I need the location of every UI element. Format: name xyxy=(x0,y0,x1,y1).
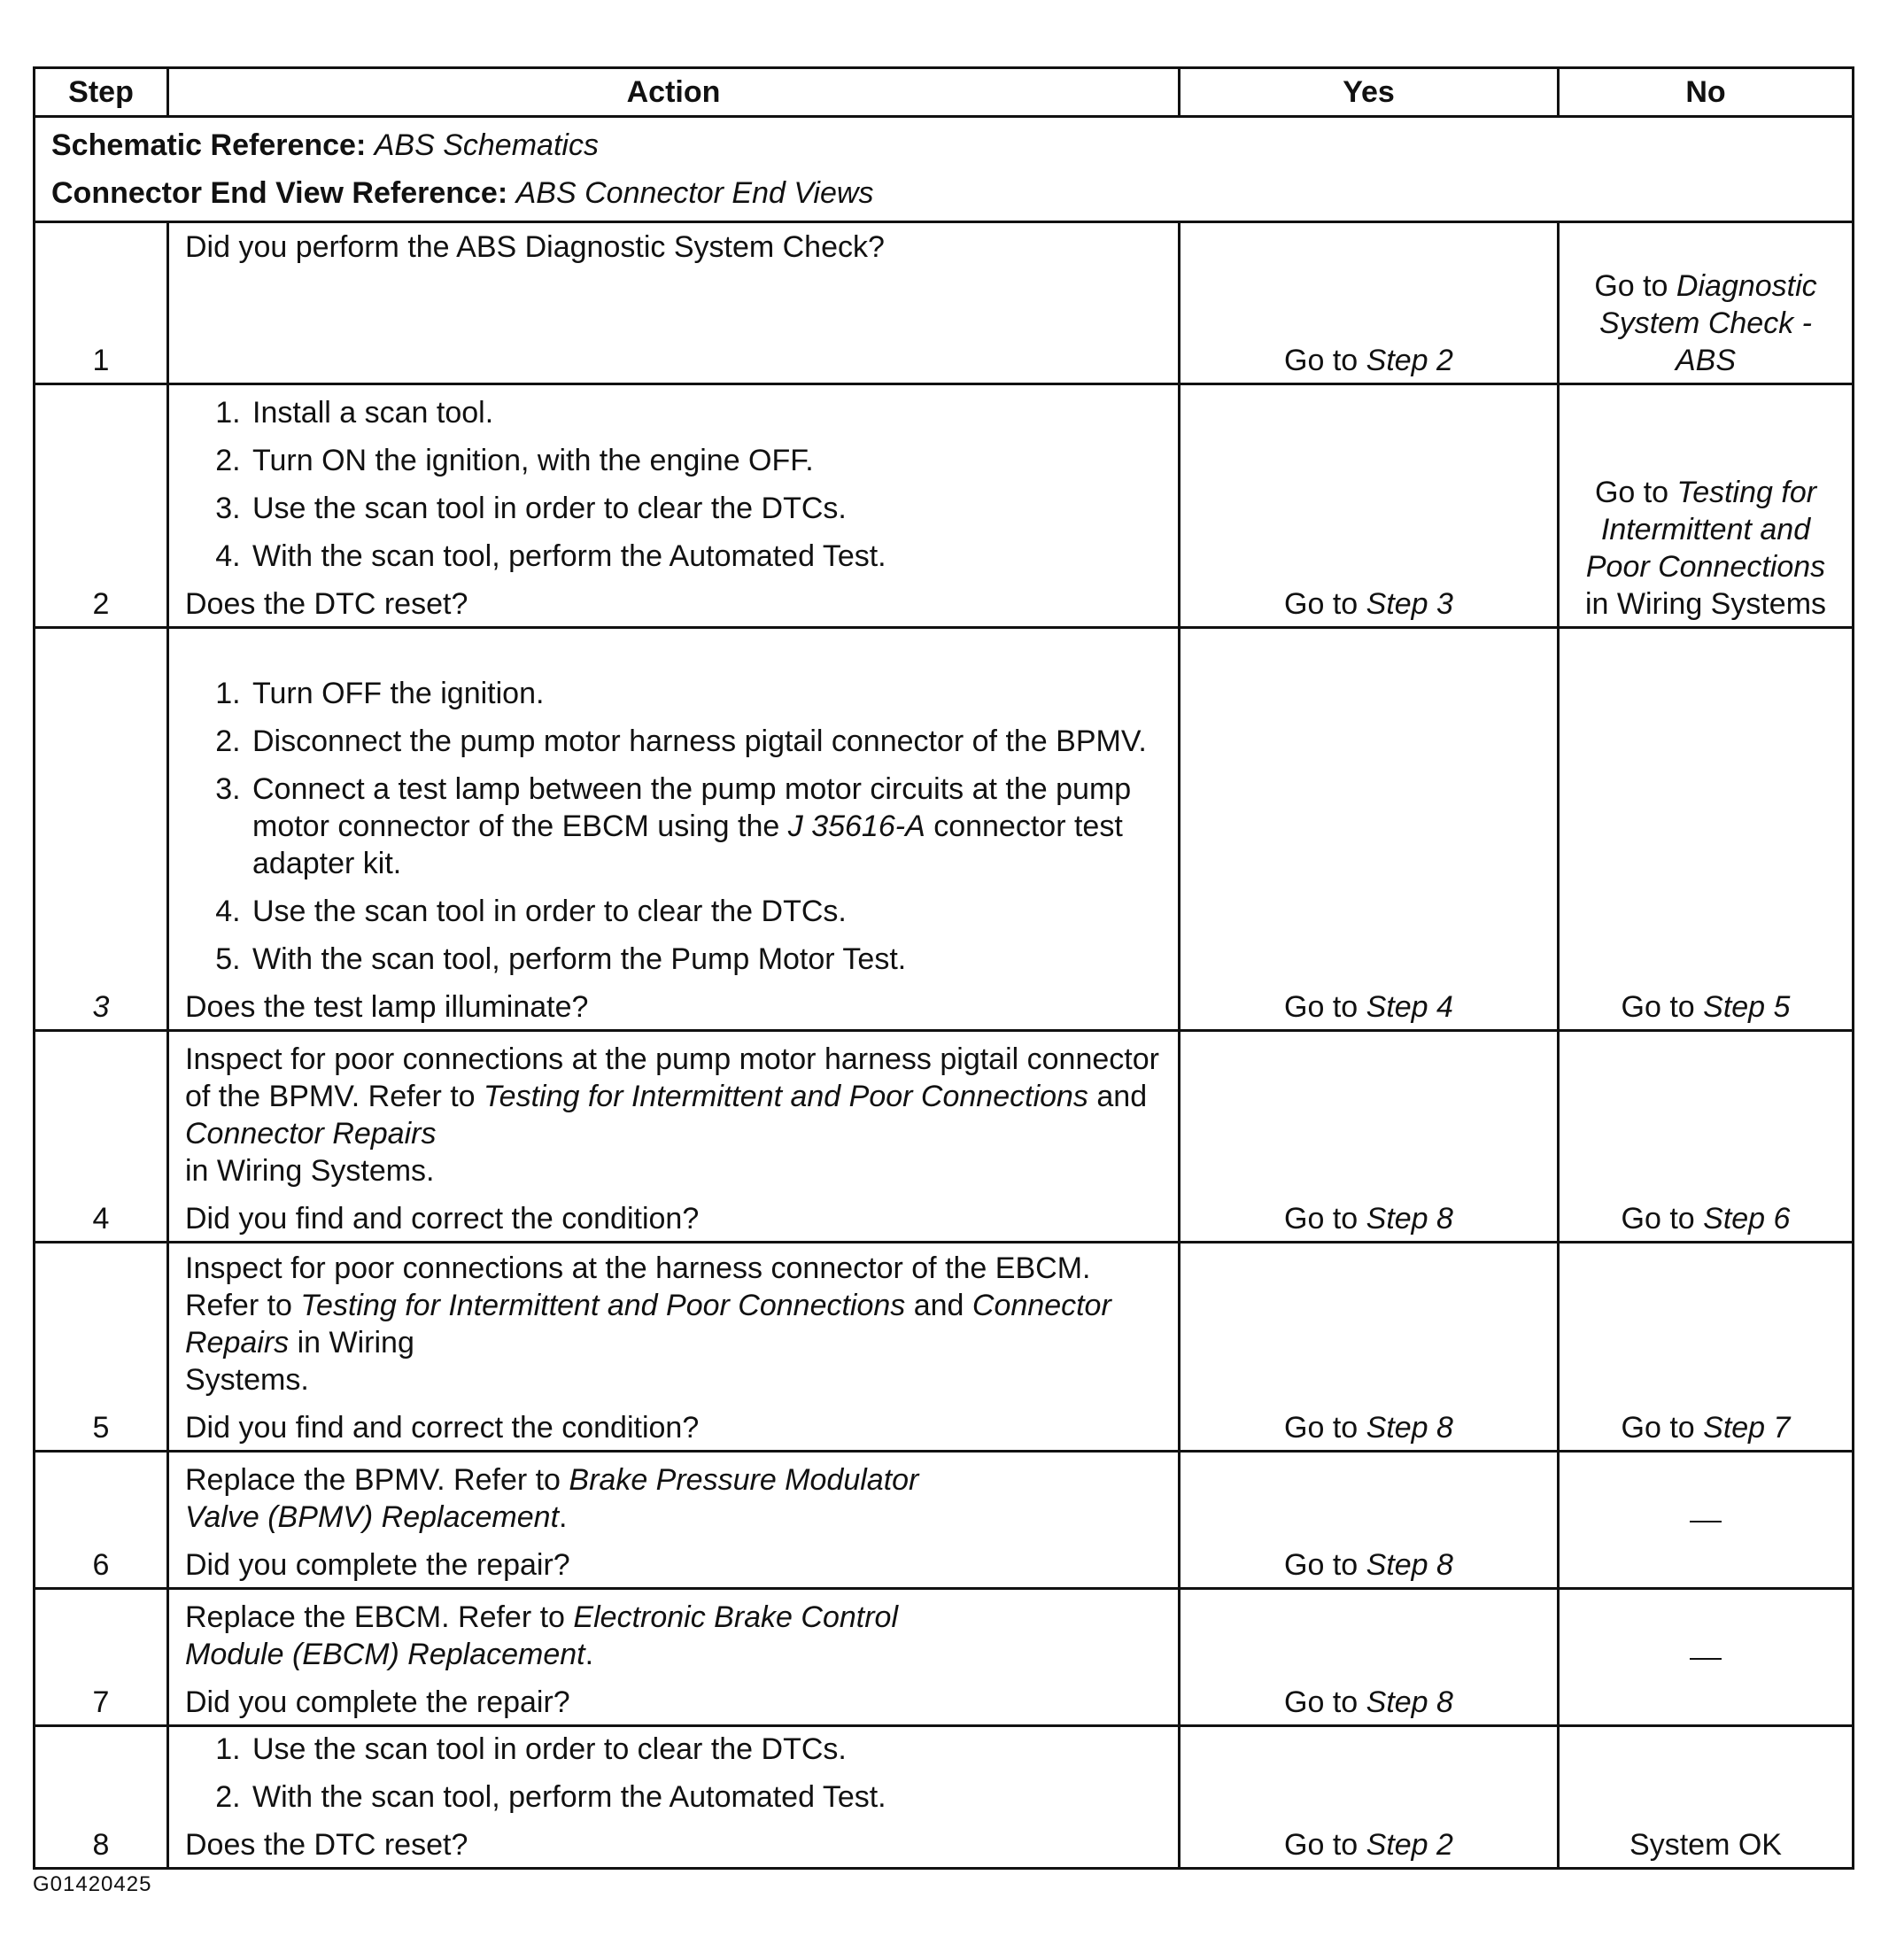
yes-link[interactable]: Step 2 xyxy=(1366,344,1453,377)
yes-prefix: Go to xyxy=(1284,1828,1366,1862)
step-number: 4 xyxy=(35,1031,168,1243)
step-number: 6 xyxy=(35,1452,168,1589)
connector-reference-link[interactable]: ABS Connector End Views xyxy=(515,176,874,210)
yes-cell xyxy=(1180,1243,1559,1452)
step-question: Did you find and correct the condition? xyxy=(185,1411,700,1445)
no-cell xyxy=(1559,628,1854,1031)
header-action: Action xyxy=(168,68,1180,117)
action-paragraph xyxy=(185,1461,1000,1536)
no-prefix: Go to xyxy=(1621,990,1704,1024)
yes-cell xyxy=(1180,1589,1559,1726)
yes-link[interactable]: Step 8 xyxy=(1366,1411,1453,1445)
reference-row xyxy=(35,117,1854,222)
reference-link[interactable]: Testing for Intermittent and Poor Connections xyxy=(300,1289,906,1322)
no-link[interactable]: Step 7 xyxy=(1703,1411,1791,1445)
yes-link[interactable]: Step 8 xyxy=(1366,1548,1453,1582)
no-link[interactable]: Diagnostic System Check - ABS xyxy=(1599,269,1817,377)
action-list xyxy=(185,1731,1162,1816)
no-link[interactable]: Testing for Intermittent and Poor Connections xyxy=(1585,476,1826,584)
action-item: 1. Use the scan tool in order to clear the DTCs. xyxy=(249,1731,1162,1768)
action-cell xyxy=(168,384,1180,628)
no-prefix: Go to xyxy=(1621,1202,1704,1236)
action-text: Inspect for poor connections at the pump motor harness pigtail connector of the BPMV. Refer to xyxy=(185,1042,1159,1113)
diagnostic-table xyxy=(33,66,1854,1870)
step-question: Did you find and correct the condition? xyxy=(185,1202,700,1236)
no-cell xyxy=(1559,384,1854,628)
action-item: 2. Disconnect the pump motor harness pigtail connector of the BPMV. xyxy=(249,723,1162,760)
step-question: Did you complete the repair? xyxy=(185,1548,570,1582)
action-item: 4. With the scan tool, perform the Automated Test. xyxy=(249,538,1162,575)
action-text: in Wiring Systems. xyxy=(185,1154,435,1188)
reference-link[interactable]: Connector Repairs xyxy=(185,1289,1111,1360)
action-list xyxy=(185,394,1162,575)
yes-link[interactable]: Step 8 xyxy=(1366,1685,1453,1719)
no-cell xyxy=(1559,1243,1854,1452)
yes-cell xyxy=(1180,1452,1559,1589)
action-text: . xyxy=(559,1500,568,1534)
figure-id: G01420425 xyxy=(33,1872,152,1896)
action-item: 4. Use the scan tool in order to clear the DTCs. xyxy=(249,893,1162,930)
schematic-reference-link[interactable]: ABS Schematics xyxy=(374,128,599,162)
step-question: Does the DTC reset? xyxy=(185,587,468,621)
not-applicable-dash xyxy=(1690,1521,1722,1522)
table-row xyxy=(35,384,1854,628)
yes-link[interactable]: Step 3 xyxy=(1366,587,1453,621)
table-row xyxy=(35,1243,1854,1452)
action-text: and xyxy=(1088,1080,1148,1113)
yes-cell xyxy=(1180,384,1559,628)
yes-prefix: Go to xyxy=(1284,587,1366,621)
step-number: 1 xyxy=(35,222,168,384)
table-row xyxy=(35,1726,1854,1869)
action-cell xyxy=(168,1031,1180,1243)
header-step: Step xyxy=(35,68,168,117)
step-question: Does the DTC reset? xyxy=(185,1828,468,1862)
action-item: 1. Turn OFF the ignition. xyxy=(249,675,1162,712)
header-row xyxy=(35,68,1854,117)
no-prefix: Go to xyxy=(1594,269,1676,303)
action-cell xyxy=(168,1243,1180,1452)
connector-reference xyxy=(51,169,1836,217)
action-paragraph xyxy=(185,1599,1000,1673)
action-paragraph xyxy=(185,1041,1162,1189)
yes-cell xyxy=(1180,628,1559,1031)
action-item: 5. With the scan tool, perform the Pump Motor Test. xyxy=(249,941,1162,978)
step-number: 3 xyxy=(35,628,168,1031)
no-cell xyxy=(1559,1031,1854,1243)
reference-link[interactable]: Connector Repairs xyxy=(185,1117,437,1150)
action-text: . xyxy=(584,1638,594,1671)
no-result: System OK xyxy=(1629,1828,1782,1862)
action-cell xyxy=(168,1726,1180,1869)
table-row xyxy=(35,1589,1854,1726)
yes-prefix: Go to xyxy=(1284,1411,1366,1445)
action-item-suffix: connector test adapter kit. xyxy=(252,810,1123,880)
yes-link[interactable]: Step 4 xyxy=(1366,990,1453,1024)
action-text: Replace the BPMV. Refer to xyxy=(185,1463,569,1497)
action-text: in Wiring xyxy=(289,1326,414,1360)
yes-cell xyxy=(1180,1726,1559,1869)
step-question: Does the test lamp illuminate? xyxy=(185,990,589,1024)
reference-link[interactable]: Brake Pressure Modulator Valve (BPMV) Replacement xyxy=(185,1463,919,1534)
action-text: and xyxy=(905,1289,972,1322)
yes-link[interactable]: Step 2 xyxy=(1366,1828,1453,1862)
action-cell xyxy=(168,1589,1180,1726)
action-cell xyxy=(168,222,1180,384)
yes-link[interactable]: Step 8 xyxy=(1366,1202,1453,1236)
action-item: 3. Use the scan tool in order to clear the DTCs. xyxy=(249,490,1162,527)
action-text: Inspect for poor connections at the harness connector of the EBCM. Refer to xyxy=(185,1251,1091,1322)
yes-cell xyxy=(1180,1031,1559,1243)
action-text: Systems. xyxy=(185,1363,309,1397)
step-number: 7 xyxy=(35,1589,168,1726)
yes-prefix: Go to xyxy=(1284,1548,1366,1582)
yes-prefix: Go to xyxy=(1284,344,1366,377)
no-mid: in xyxy=(1584,587,1617,621)
table-row xyxy=(35,1031,1854,1243)
no-cell xyxy=(1559,1726,1854,1869)
action-cell xyxy=(168,628,1180,1031)
table-row xyxy=(35,1452,1854,1589)
step-question: Did you perform the ABS Diagnostic System Check? xyxy=(185,230,885,264)
step-number: 2 xyxy=(35,384,168,628)
yes-prefix: Go to xyxy=(1284,1202,1366,1236)
schematic-reference-label: Schematic Reference: xyxy=(51,128,367,162)
table-row xyxy=(35,222,1854,384)
action-item: 2. With the scan tool, perform the Automated Test. xyxy=(249,1778,1162,1816)
yes-cell xyxy=(1180,222,1559,384)
no-cell xyxy=(1559,1589,1854,1726)
action-list xyxy=(185,675,1162,978)
action-paragraph xyxy=(185,1250,1162,1398)
action-item-text: Connect a test lamp between the pump motor circuits at the pump motor connector of the EBCM using the xyxy=(252,772,1132,843)
no-prefix: Go to xyxy=(1621,1411,1704,1445)
no-link[interactable]: Step 6 xyxy=(1703,1202,1791,1236)
action-item xyxy=(249,771,1162,882)
action-cell xyxy=(168,1452,1180,1589)
no-suffix: Wiring Systems xyxy=(1616,587,1827,621)
not-applicable-dash xyxy=(1690,1658,1722,1660)
step-question: Did you complete the repair? xyxy=(185,1685,570,1719)
header-no: No xyxy=(1559,68,1854,117)
yes-prefix: Go to xyxy=(1284,990,1366,1024)
no-link[interactable]: Step 5 xyxy=(1703,990,1791,1024)
action-item: 1. Install a scan tool. xyxy=(249,394,1162,431)
no-prefix: Go to xyxy=(1594,476,1677,509)
no-cell xyxy=(1559,222,1854,384)
yes-prefix: Go to xyxy=(1284,1685,1366,1719)
tool-reference[interactable]: J 35616-A xyxy=(787,810,925,843)
reference-cell xyxy=(35,117,1854,222)
action-item: 2. Turn ON the ignition, with the engine OFF. xyxy=(249,442,1162,479)
header-yes: Yes xyxy=(1180,68,1559,117)
no-cell xyxy=(1559,1452,1854,1589)
step-number: 5 xyxy=(35,1243,168,1452)
table-row xyxy=(35,628,1854,1031)
action-text: Replace the EBCM. Refer to xyxy=(185,1600,574,1634)
reference-link[interactable]: Electronic Brake Control Module (EBCM) Replacement xyxy=(185,1600,899,1671)
reference-link[interactable]: Testing for Intermittent and Poor Connections xyxy=(484,1080,1088,1113)
step-number: 8 xyxy=(35,1726,168,1869)
schematic-reference xyxy=(51,121,1836,169)
connector-reference-label: Connector End View Reference: xyxy=(51,176,508,210)
